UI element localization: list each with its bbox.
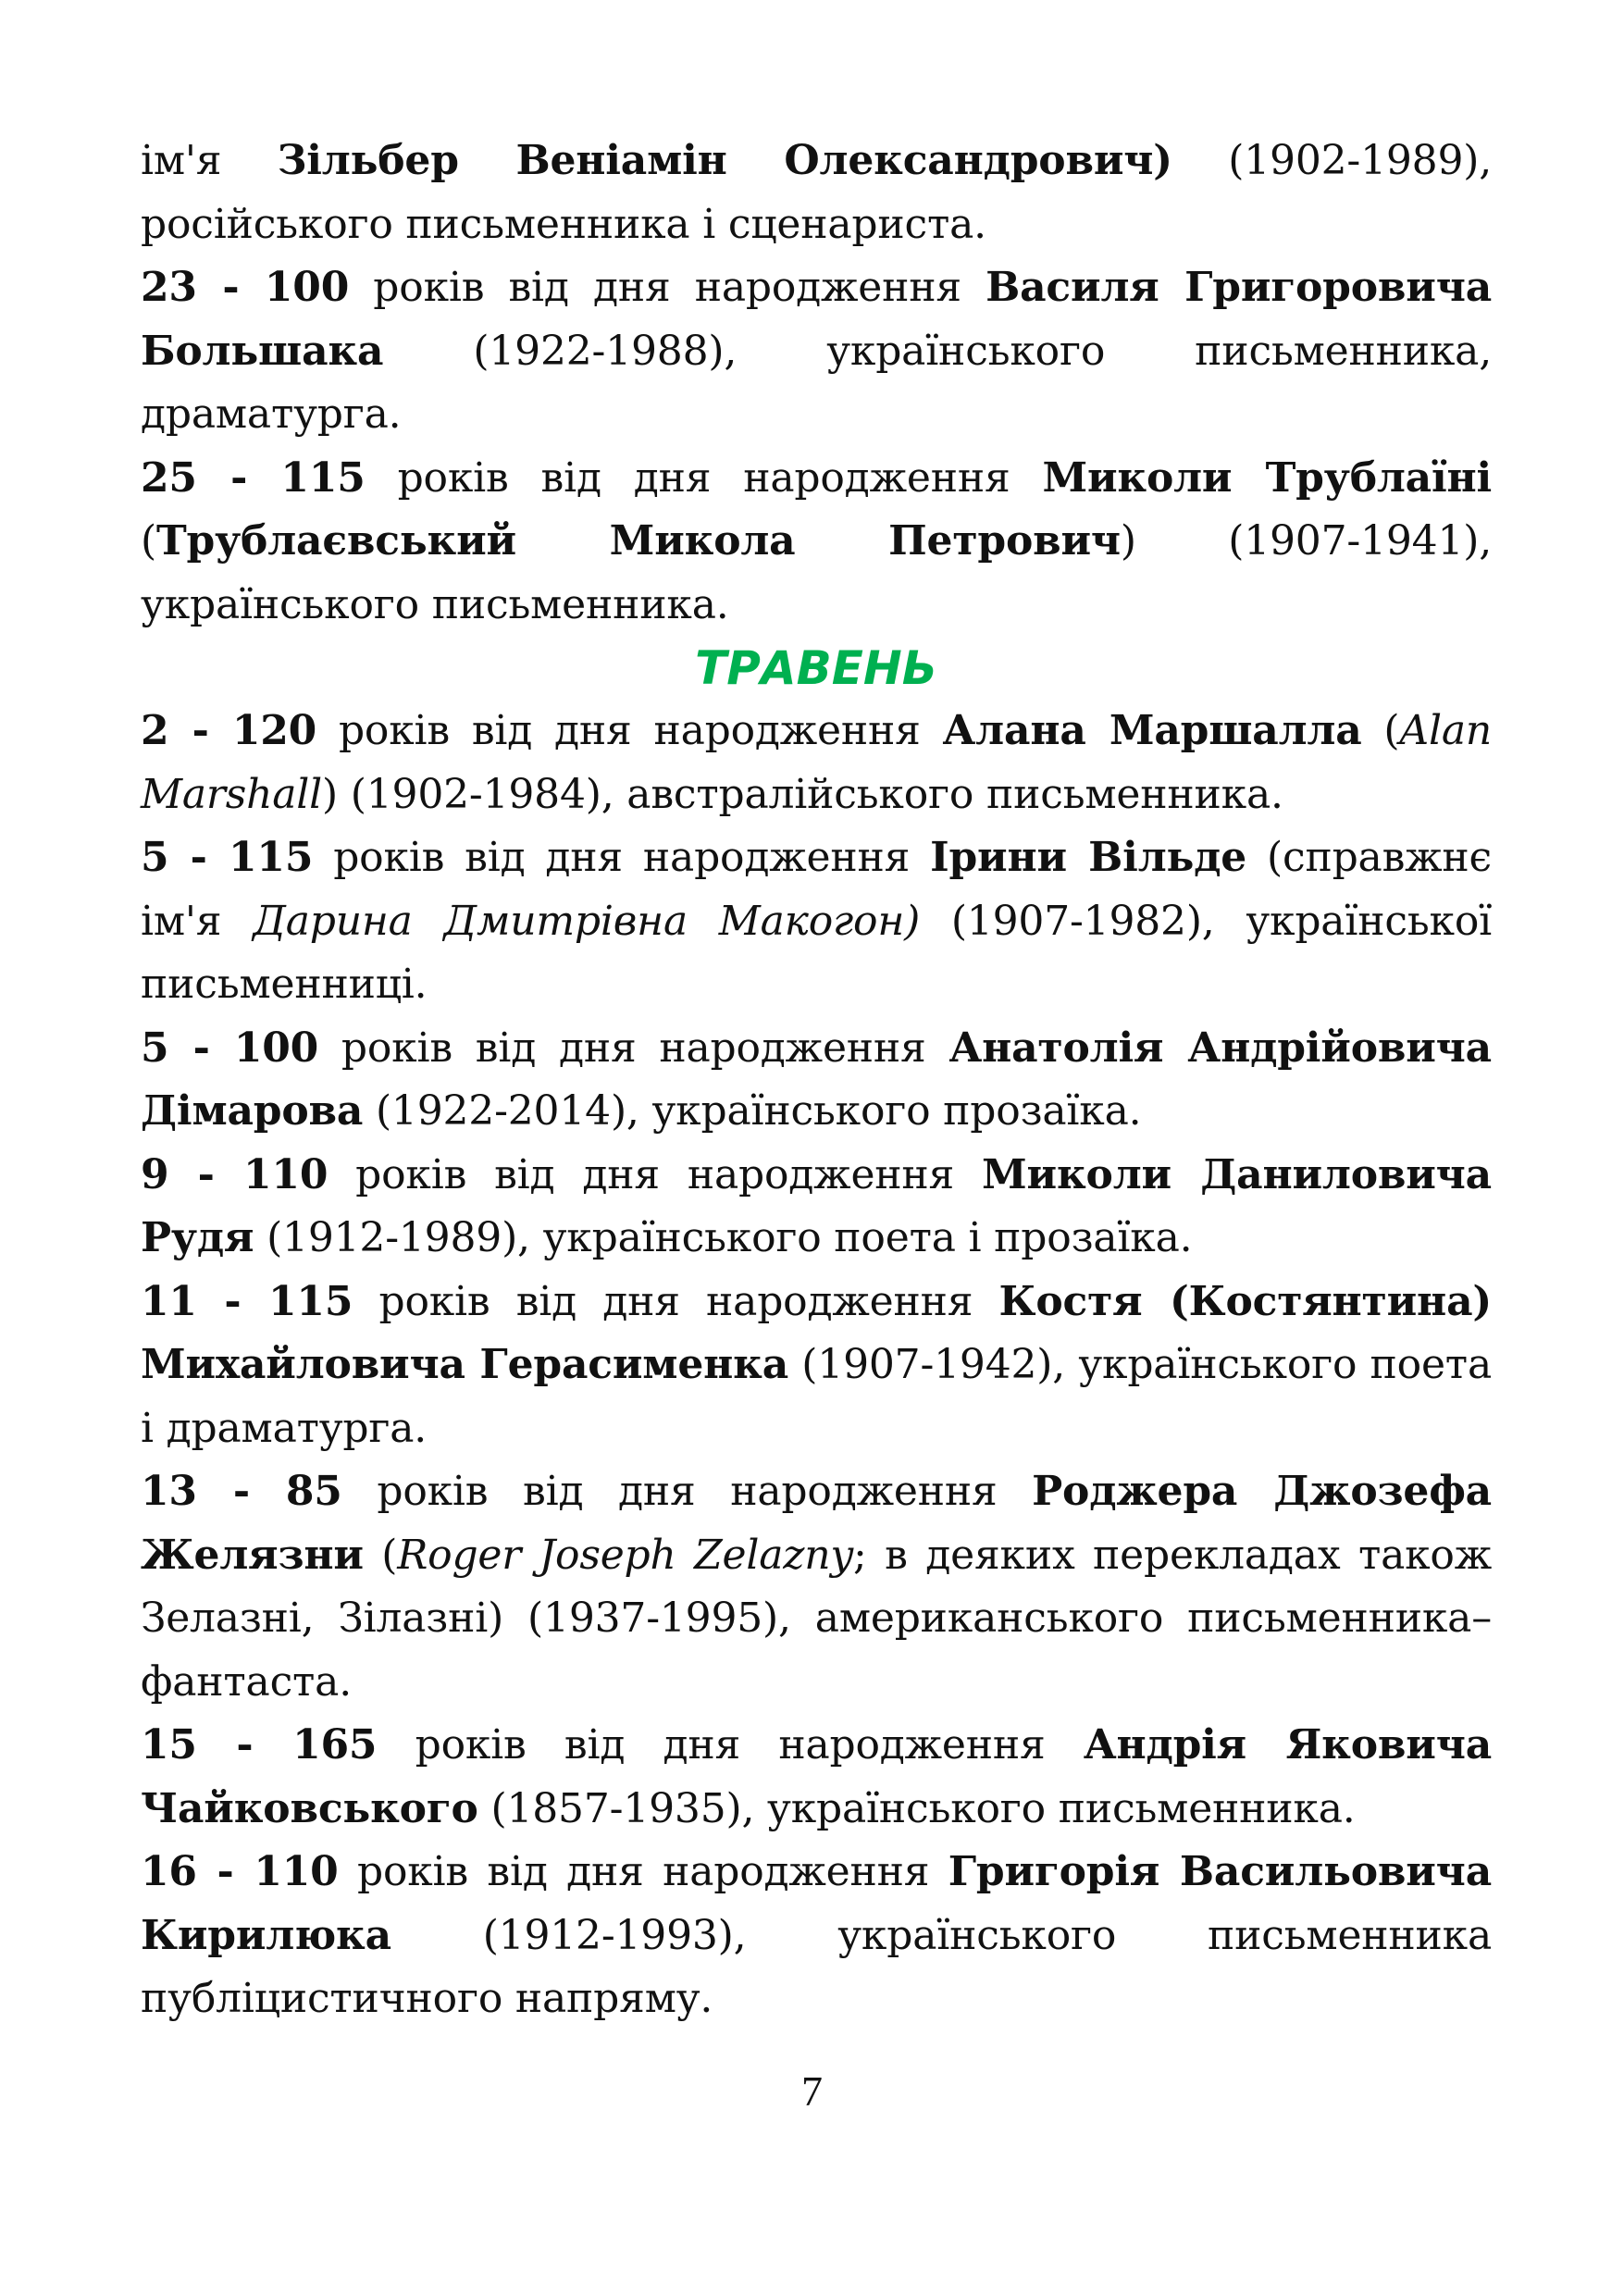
entry-bold-text: 11 - 115	[141, 1277, 353, 1325]
entry-bold-text: 5 - 115	[141, 834, 314, 881]
entry-bold-text: Анатолія Андрійовича Дімарова	[141, 1024, 1492, 1135]
entry-text: ; в деяких перекладах також Зелазні, Зілазні) (1937-1995), американського письменника–фантаста.	[141, 1531, 1492, 1706]
entry-bold-text: 13 - 85	[141, 1468, 342, 1515]
entry-bold-text: 5 - 100	[141, 1024, 319, 1072]
entry-text: (	[141, 517, 156, 565]
entry-text: років від дня народження	[318, 1024, 949, 1072]
entry-text: ) (1902-1984), австралійського письменника.	[322, 770, 1283, 818]
entry-text: (1922-1988), українського письменника, драматурга.	[141, 327, 1492, 438]
entry-bold-text: Василя Григоровича Большака	[141, 264, 1493, 375]
entry-text: років від дня народження	[328, 1150, 983, 1198]
entry-paragraph	[141, 256, 1492, 447]
entry-paragraph	[141, 1714, 1492, 1841]
entry-text: років від дня народження	[313, 834, 931, 881]
entry-text: (справжнє ім'я	[141, 834, 1492, 945]
entry-bold-text: Андрія Яковича Чайковського	[141, 1721, 1493, 1832]
entry-bold-text: Григорія Васильовича Кирилюка	[141, 1848, 1493, 1959]
entry-italic-text: Дарина Дмитрівна Макогон)	[253, 897, 921, 945]
entry-text: (1922-2014), українського прозаїка.	[363, 1087, 1142, 1135]
entry-paragraph	[141, 1841, 1492, 2031]
entry-bold-text: 2 - 120	[141, 707, 317, 754]
entry-text: років від дня народження	[353, 1277, 999, 1325]
entry-bold-text: 23 - 100	[141, 264, 350, 311]
entry-text: років від дня народження	[349, 264, 986, 311]
entry-paragraph	[141, 1144, 1492, 1271]
entry-bold-text: 9 - 110	[141, 1150, 329, 1198]
entry-text: (	[363, 1531, 398, 1579]
entry-text: (	[1361, 707, 1400, 754]
entry-text: (1857-1935), українського письменника.	[477, 1784, 1356, 1832]
entry-paragraph	[141, 826, 1492, 1017]
entry-text: (1912-1989), українського поета і прозаїка.	[254, 1214, 1193, 1261]
entry-bold-text: 15 - 165	[141, 1721, 378, 1769]
entry-bold-text: Костя (Костянтина) Михайловича Герасименка	[141, 1277, 1492, 1388]
section-heading: ТРАВЕНЬ	[695, 641, 937, 695]
entry-text: (1907-1942), українського поета і драматурга.	[141, 1341, 1492, 1452]
entry-bold-text: Зільбер Веніамін Олександрович)	[277, 137, 1172, 184]
entry-bold-text: Алана Маршалла	[942, 707, 1362, 754]
entry-text: (1902-1989), російського письменника і сценариста.	[141, 137, 1492, 248]
entry-bold-text: Ірини Вільде	[930, 834, 1247, 881]
entry-bold-text: Миколи Даниловича Рудя	[141, 1150, 1492, 1261]
page-body	[141, 130, 1492, 2031]
entry-italic-text: Alan Marshall	[141, 707, 1493, 818]
entry-paragraph	[141, 1017, 1492, 1144]
entry-text: років від дня народження	[338, 1848, 948, 1895]
page-number: 7	[801, 2067, 823, 2115]
entry-bold-text: 16 - 110	[141, 1848, 339, 1895]
entry-paragraph	[141, 1271, 1492, 1461]
entry-paragraph	[141, 447, 1492, 638]
entry-italic-text: Roger Joseph Zelazny	[397, 1531, 854, 1579]
entry-paragraph	[141, 130, 1492, 256]
entries-before	[141, 130, 1492, 637]
entry-text: років від дня народження	[377, 1721, 1084, 1769]
entry-text: років від дня народження	[365, 453, 1043, 502]
entry-bold-text: 25 - 115	[141, 453, 366, 502]
entry-text: років від дня народження	[341, 1468, 1033, 1515]
entry-bold-text: Роджера Джозефа Желязни	[141, 1468, 1492, 1579]
entry-text: (1912-1993), українського письменника публіцистичного напряму.	[141, 1911, 1492, 2022]
entry-text: ) (1907-1941), українського письменника.	[141, 517, 1492, 628]
entries-after	[141, 700, 1492, 2031]
entry-text: ім'я	[141, 137, 278, 184]
entry-paragraph	[141, 1460, 1492, 1714]
entry-text: років від дня народження	[316, 707, 943, 754]
entry-bold-text: Миколи Трублаїні	[1042, 453, 1493, 502]
entry-bold-text: Трублаєвський Микола Петрович	[155, 517, 1121, 565]
entry-text: (1907-1982), української письменниці.	[141, 897, 1492, 1008]
entry-paragraph	[141, 700, 1492, 826]
